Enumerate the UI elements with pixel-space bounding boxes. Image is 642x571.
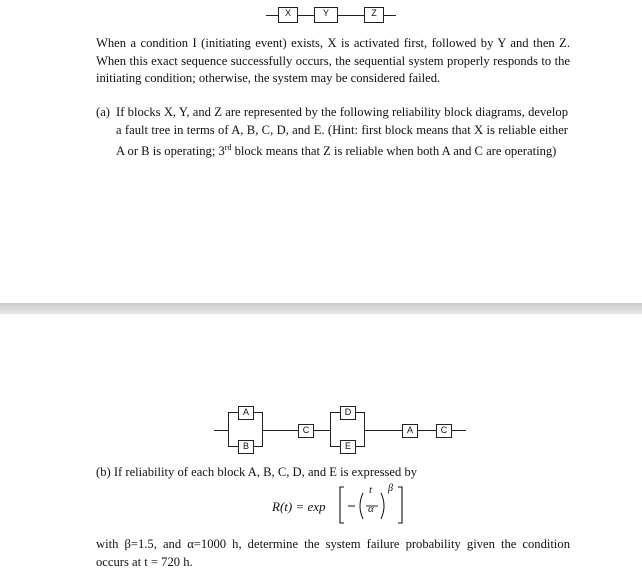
- part-b-text: (b) If reliability of each block A, B, C, D, and E is expressed by: [96, 465, 418, 479]
- part-a-text-2: block means that Z is reliable when both A and C are operating): [231, 144, 557, 159]
- part-a-sup: rd: [224, 143, 232, 152]
- formula-exponent: β: [388, 483, 393, 494]
- block-c-series: C: [298, 424, 314, 438]
- block-d-parallel: D: [340, 406, 356, 420]
- block-a-parallel: A: [238, 406, 254, 420]
- part-a-label: (a): [96, 105, 110, 119]
- formula-numerator: t: [369, 484, 373, 496]
- block-a-series: A: [402, 424, 418, 438]
- block-z: Z: [364, 7, 384, 23]
- part-a-text: [116, 104, 568, 161]
- part-a-text-1: If blocks X, Y, and Z are represented by the following reliability block diagrams, develop a fault tree in terms of A, B, C, D, and E. (Hint: first block means that X is reliable either A or B is operating; 3: [116, 105, 568, 159]
- block-b-parallel: B: [238, 440, 254, 454]
- formula-denominator: α: [368, 503, 374, 515]
- block-e-parallel: E: [340, 440, 356, 454]
- page-separator: [0, 303, 642, 314]
- part-b-closing-text: with β=1.5, and α=1000 h, determine the system failure probability given the condition occurs at t = 720 h.: [96, 537, 570, 569]
- formula-lhs: R(t) = exp: [272, 499, 326, 514]
- block-x: X: [278, 7, 298, 23]
- block-c-series-2: C: [436, 424, 452, 438]
- formula-bracket-expression: [336, 481, 466, 529]
- block-y: Y: [314, 7, 338, 23]
- intro-paragraph: When a condition I (initiating event) exists, X is activated first, followed by Y and then Z. When this exact sequence successfully occurs, the sequential system properly responds to the initiating condition; otherwise, the system may be considered failed.: [96, 36, 570, 85]
